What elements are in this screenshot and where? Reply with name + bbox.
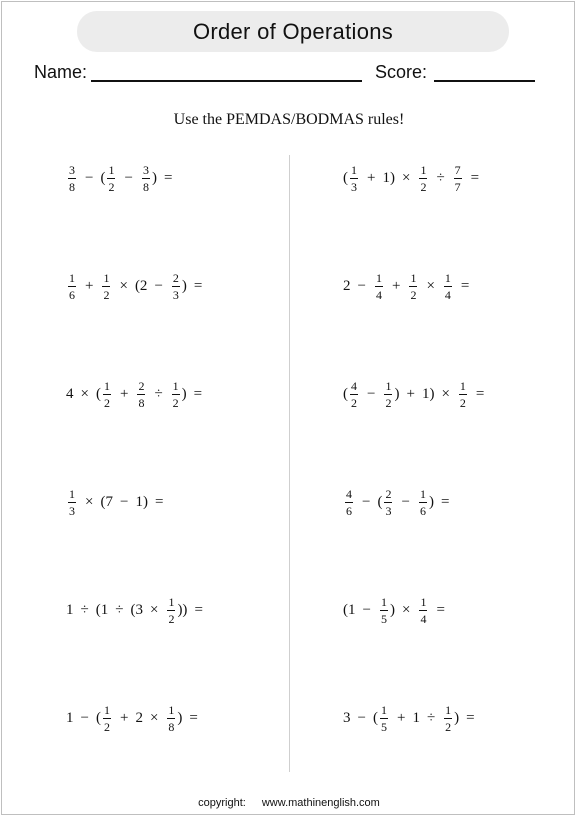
operator: × [119,277,128,294]
numerator: 1 [419,486,426,501]
operator: − [401,493,410,510]
numerator: 3 [69,162,75,177]
problem-left-6 [66,698,205,738]
term: 1) [135,493,148,510]
operator: = [189,709,198,726]
fraction [419,596,427,625]
numerator: 1 [69,486,75,501]
operator: − [357,709,366,726]
fraction [444,704,452,733]
denominator: 2 [108,179,115,194]
problem-right-3 [343,374,491,414]
operator: × [85,493,94,510]
term: (3 [130,601,143,618]
denominator: 5 [380,719,387,734]
term: (1 [343,601,356,618]
problem-right-2 [343,266,476,306]
term: ) [454,709,460,726]
denominator: 2 [103,287,110,302]
term: 2 [135,709,143,726]
copyright-label: copyright: [198,797,246,809]
term: 2 [343,277,351,294]
operator: = [436,601,445,618]
column-divider [289,155,290,772]
term: ( [343,169,348,186]
operator: = [475,385,485,402]
operator: = [194,601,203,618]
denominator: 4 [375,287,382,302]
numerator: 1 [168,702,175,717]
term: )) [177,601,188,618]
denominator: 2 [103,395,110,410]
term: ) [181,277,187,294]
denominator: 2 [385,395,392,410]
fraction [107,164,115,193]
term: ( [377,493,383,510]
operator: − [357,277,366,294]
worksheet-title [77,11,509,52]
operator: − [362,493,371,510]
denominator: 4 [444,287,451,302]
numerator: 7 [454,162,461,177]
fraction [68,164,76,193]
term: ( [100,169,106,186]
operator: + [396,709,406,726]
numerator: 4 [351,378,357,393]
fraction [167,596,175,625]
numerator: 1 [168,594,175,609]
fraction [345,488,353,517]
operator: − [367,385,376,402]
numerator: 1 [420,594,427,609]
website-url: www.mathinenglish.com [261,797,380,809]
fraction [350,164,358,193]
term: (2 [134,277,148,294]
numerator: 1 [108,162,115,177]
denominator: 2 [351,395,357,410]
numerator: 1 [103,270,110,285]
operator: + [406,385,415,402]
numerator: 1 [385,378,392,393]
fraction [102,272,110,301]
operator: − [362,601,371,618]
operator: ÷ [154,385,163,402]
numerator: 2 [172,270,179,285]
denominator: 2 [445,719,452,734]
operator: − [80,709,89,726]
fraction [68,272,76,301]
instructions: Use the PEMDAS/BODMAS rules! [173,111,405,128]
footer [0,797,578,809]
fraction [167,704,175,733]
numerator: 1 [103,378,110,393]
operator: − [154,277,163,294]
operator: = [154,493,164,510]
operator: + [367,169,376,186]
numerator: 1 [351,162,357,177]
fraction [103,704,111,733]
operator: × [401,169,411,186]
operator: = [163,169,173,186]
numerator: 1 [420,162,427,177]
operator: = [460,277,470,294]
denominator: 6 [69,287,75,302]
fraction [68,488,76,517]
score-label: Score: [375,62,428,82]
term: ( [95,709,101,726]
denominator: 3 [351,179,357,194]
problem-right-6 [343,698,482,738]
fraction [142,164,150,193]
fraction [444,272,452,301]
denominator: 2 [459,395,466,410]
numerator: 1 [380,702,387,717]
numerator: 1 [380,594,387,609]
term: ( [372,709,378,726]
fraction [137,380,145,409]
term: ) [177,709,183,726]
fraction [103,380,111,409]
operator: + [391,277,401,294]
denominator: 8 [142,179,149,194]
denominator: 3 [385,503,392,518]
numerator: 1 [69,270,75,285]
numerator: 1 [103,702,110,717]
denominator: 8 [69,179,75,194]
denominator: 8 [168,719,175,734]
denominator: 5 [380,611,387,626]
fraction [419,488,427,517]
operator: × [80,385,89,402]
term: 1) [382,169,395,186]
operator: ÷ [115,601,124,618]
operator: = [193,277,203,294]
numerator: 1 [375,270,382,285]
fraction [409,272,417,301]
fraction [350,380,358,409]
operator: ÷ [80,601,89,618]
term: ) [151,169,157,186]
denominator: 7 [454,179,461,194]
term: ) [428,493,434,510]
numerator: 4 [346,486,352,501]
operator: + [119,385,129,402]
term: 1 [412,709,420,726]
operator: + [85,277,94,294]
fraction [419,164,427,193]
denominator: 2 [103,719,110,734]
term: ) [389,601,395,618]
operator: × [441,385,450,402]
operator: × [401,601,411,618]
operator: = [193,385,203,402]
operator: − [119,493,129,510]
numerator: 1 [172,378,179,393]
problem-left-1 [66,158,179,198]
operator: − [124,169,133,186]
denominator: 6 [419,503,426,518]
score-answer-line[interactable] [434,80,535,82]
denominator: 2 [410,287,417,302]
problem-left-3 [66,374,209,414]
problem-left-4 [66,482,170,522]
numerator: 1 [410,270,417,285]
fraction [384,380,392,409]
denominator: 3 [69,503,75,518]
operator: + [119,709,129,726]
denominator: 4 [420,611,427,626]
fraction [172,380,180,409]
operator: × [149,601,159,618]
problem-left-2 [66,266,209,306]
operator: × [149,709,159,726]
operator: ÷ [436,169,445,186]
term: ( [343,385,348,402]
fraction [172,272,180,301]
problem-right-5 [343,590,452,630]
term: (1 [95,601,109,618]
fraction [375,272,383,301]
operator: ÷ [426,709,436,726]
fraction [380,704,388,733]
name-score-row [34,60,544,86]
term: 1 [66,709,74,726]
term: 1 [66,601,74,618]
term: ( [95,385,101,402]
term: 3 [343,709,351,726]
denominator: 3 [172,287,179,302]
title-text: Order of Operations [192,18,394,44]
denominator: 2 [168,611,175,626]
term: ) [394,385,400,402]
term: (7 [100,493,113,510]
term: 4 [66,385,74,402]
numerator: 2 [385,486,392,501]
denominator: 2 [420,179,427,194]
numerator: 1 [445,702,452,717]
denominator: 6 [346,503,352,518]
operator: = [470,169,480,186]
term: ) [181,385,187,402]
operator: = [440,493,450,510]
operator: − [85,169,94,186]
term: 1) [421,385,435,402]
problem-right-1 [343,158,486,198]
operator: × [426,277,435,294]
fraction [384,488,392,517]
numerator: 1 [444,270,451,285]
fraction [454,164,462,193]
operator: = [466,709,475,726]
denominator: 8 [138,395,145,410]
numerator: 3 [142,162,149,177]
name-label: Name: [34,62,88,82]
name-answer-line[interactable] [91,80,362,82]
problem-left-5 [66,590,210,630]
fraction [380,596,388,625]
fraction [459,380,467,409]
denominator: 2 [172,395,179,410]
problem-right-4 [343,482,456,522]
numerator: 2 [138,378,145,393]
numerator: 1 [459,378,466,393]
